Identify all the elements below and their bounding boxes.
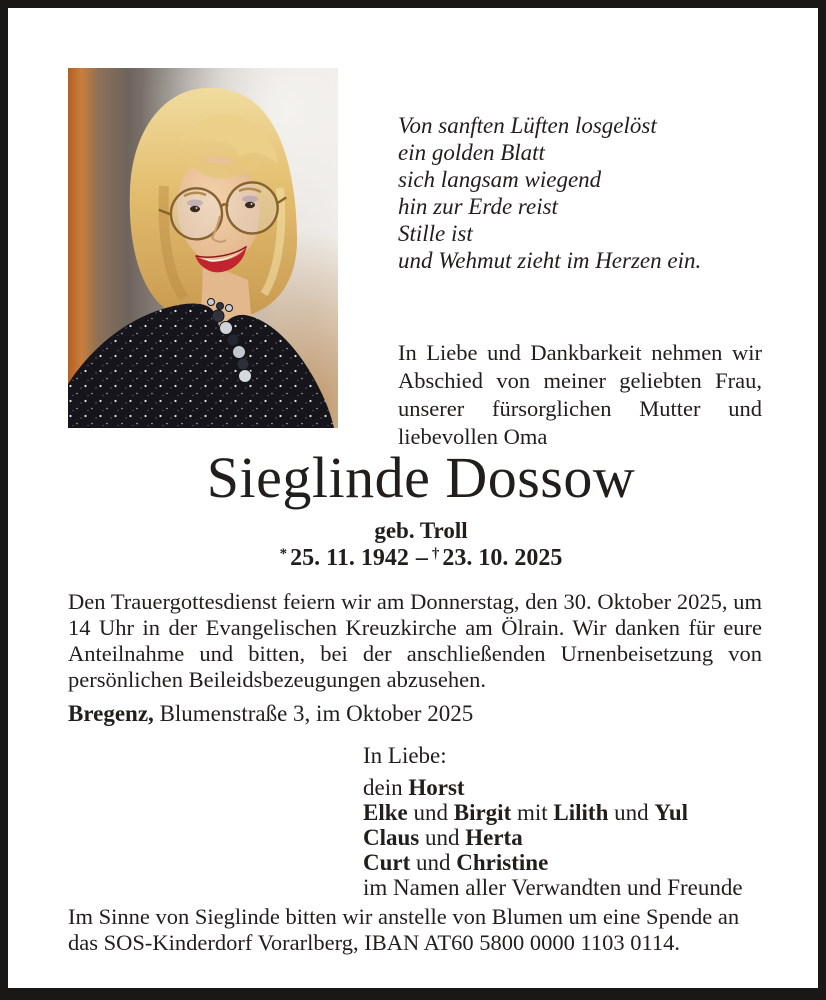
mourner-line: Claus und Herta: [363, 825, 523, 850]
place-rest: Blumenstraße 3, im Oktober 2025: [153, 701, 474, 726]
mourner-line: dein Horst: [363, 775, 465, 800]
funeral-announcement: Den Trauergottesdienst feiern wir am Donnerstag, den 30. Oktober 2025, um 14 Uhr in der Evangelischen Kreuzkirche am Ölrain. Wir danken für eure Anteilnahme und bitten, bei der anschließenden Urnenbeisetzung von persönlichen Beileidsbezeugungen abzusehen.: [68, 589, 762, 692]
life-dates: [48, 545, 794, 572]
poem-line: und Wehmut zieht im Herzen ein.: [398, 248, 702, 273]
poem-line: sich langsam wiegend: [398, 167, 602, 192]
donation-note: Im Sinne von Sieglinde bitten wir anstelle von Blumen um eine Spende an das SOS-Kinderdorf Vorarlberg, IBAN AT60 5800 0000 1103 0114.: [68, 904, 740, 955]
mourners-list: [363, 775, 743, 900]
mourners-heading: In Liebe:: [363, 743, 447, 768]
date-separator: –: [415, 545, 428, 571]
poem-line: Von sanften Lüften losgelöst: [398, 113, 657, 138]
portrait-illustration: [68, 68, 338, 428]
maiden-name: geb. Troll: [374, 518, 468, 543]
poem-line: Stille ist: [398, 221, 473, 246]
death-date: 23. 10. 2025: [442, 545, 563, 571]
portrait-photo: [68, 68, 338, 428]
memorial-poem: [398, 112, 701, 274]
mourner-line: Elke und Birgit mit Lilith und Yul: [363, 800, 689, 825]
card-content: [8, 8, 818, 988]
place-date-line: [68, 701, 473, 727]
birth-date: 25. 11. 1942: [290, 545, 409, 571]
poem-line: hin zur Erde reist: [398, 194, 558, 219]
birth-symbol: *: [279, 546, 288, 562]
death-symbol: †: [431, 546, 440, 562]
mourner-line: im Namen aller Verwandten und Freunde: [363, 875, 743, 900]
deceased-name: Sieglinde Dossow: [206, 445, 636, 510]
place-name: Bregenz,: [68, 701, 154, 726]
mourners-section: [363, 743, 743, 900]
farewell-intro: In Liebe und Dankbarkeit nehmen wir Abschied von meiner geliebten Frau, unserer fürsorglichen Mutter und liebevollen Oma: [398, 340, 762, 449]
mourner-line: Curt und Christine: [363, 850, 549, 875]
poem-line: ein golden Blatt: [398, 140, 545, 165]
